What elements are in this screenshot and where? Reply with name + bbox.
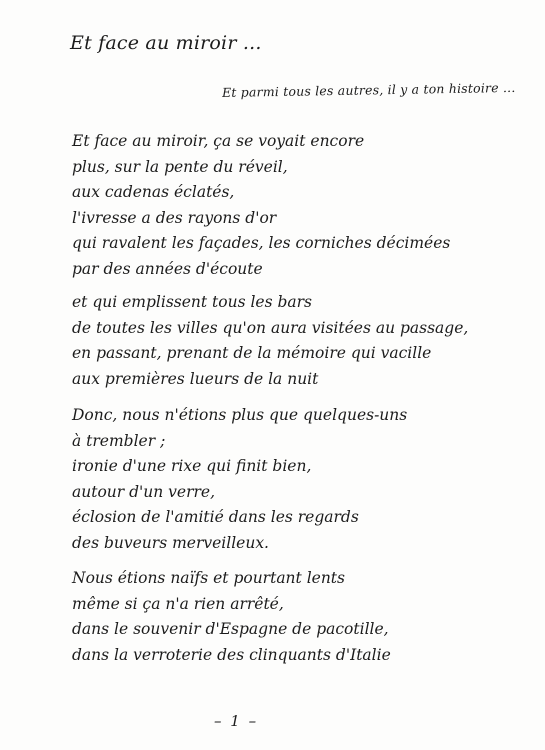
poem-epigraph: Et parmi tous les autres, il y a ton histoire ... [221,79,516,100]
verse-line: à trembler ; [72,431,166,450]
stanza-2 [72,290,468,392]
stanza-4 [72,566,391,668]
verse-line: dans la verroterie des clinquants d'Italie [72,645,391,664]
verse-line: l'ivresse a des rayons d'or [72,208,277,227]
verse-line: des buveurs merveilleux. [72,533,269,552]
verse-line: Et face au miroir, ça se voyait encore [72,132,365,150]
page-number: – 1 – [214,712,259,730]
verse-line: aux cadenas éclatés, [72,183,235,201]
verse-line: qui ravalent les façades, les corniches décimées [72,234,451,252]
verse-line: ironie d'une rixe qui finit bien, [72,457,312,475]
verse-line: dans le souvenir d'Espagne de pacotille, [72,620,389,638]
verse-line: Nous étions naïfs et pourtant lents [72,569,345,587]
verse-line: de toutes les villes qu'on aura visitées au passage, [72,318,469,337]
verse-line: autour d'un verre, [72,482,216,501]
poem-title: Et face au miroir ... [70,32,262,54]
verse-line: par des années d'écoute [72,259,263,278]
verse-line: même si ça n'a rien arrêté, [72,594,284,613]
verse-line: en passant, prenant de la mémoire qui vacille [72,344,432,362]
stanza-1 [72,129,450,282]
stanza-3 [72,403,407,556]
verse-line: Donc, nous n'étions plus que quelques-uns [72,406,408,424]
verse-line: éclosion de l'amitié dans les regards [72,508,359,526]
verse-line: aux premières lueurs de la nuit [72,369,319,388]
verse-line: et qui emplissent tous les bars [72,293,313,311]
verse-line: plus, sur la pente du réveil, [72,157,288,176]
